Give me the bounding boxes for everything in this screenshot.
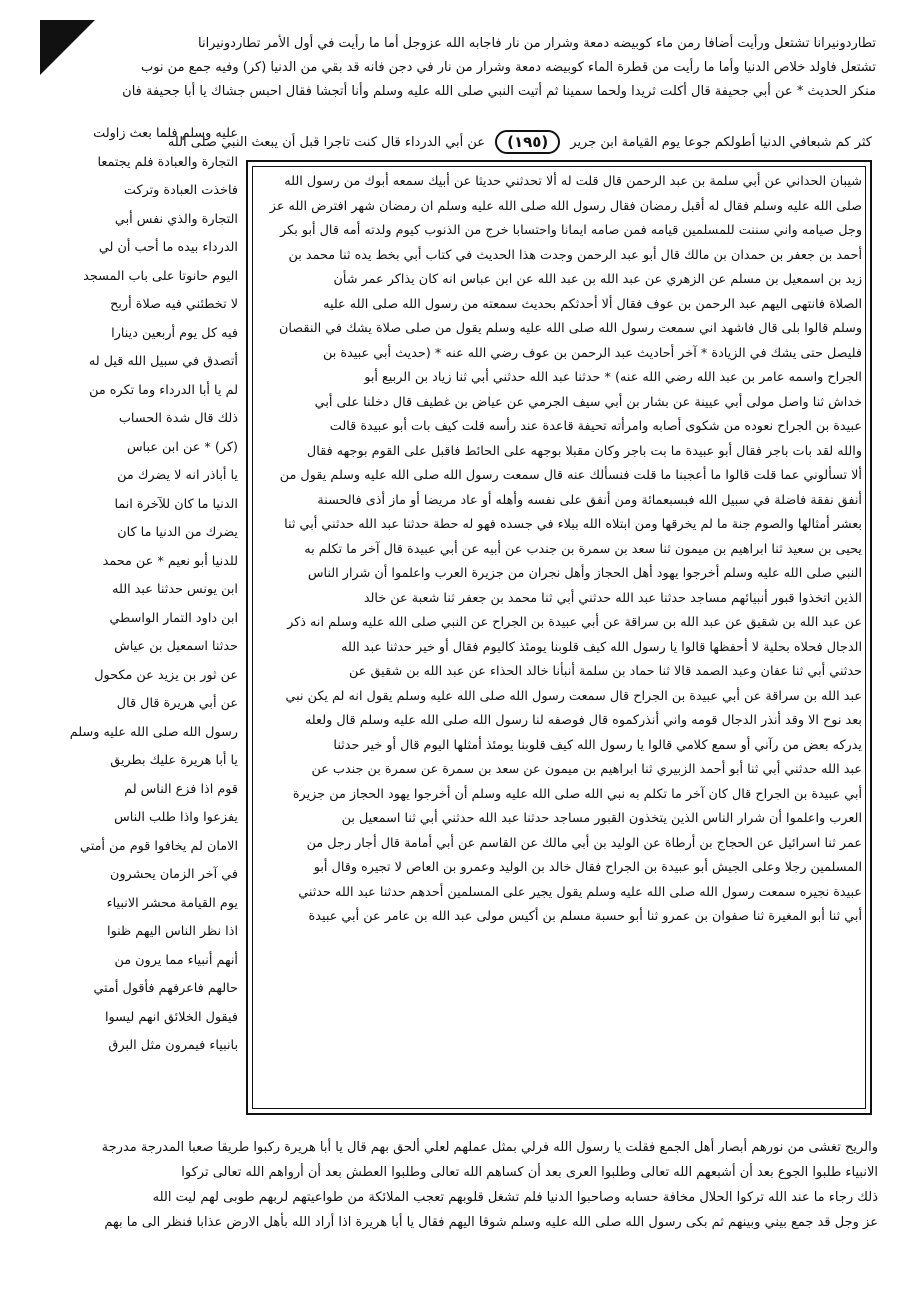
margin-text-line: بانبياء فيمرون مثل البرق <box>108 1038 238 1053</box>
bottom-text-line: والريح تغشى من نورهم أبصار أهل الجمع فقلت يا رسول الله فرلي بمثل عملهم لعلي ألحق بهم قال يا أبا هريرة ركبوا طريقا صعبا المدرجة مدرجة <box>101 1140 878 1155</box>
main-text-block <box>256 170 862 930</box>
margin-text-line: يضرك من الدنيا ما كان <box>117 525 238 540</box>
main-text-line: عبيدة بن الجراح نعوده من شكوى أصابه وامرأته تحيفة قاعدة عند رأسه قلت كيف بات أبو عبيدة قالت <box>329 419 862 434</box>
main-text-line: صلى الله عليه وسلم فقال له أقبل رمضان فقال رسول الله صلى الله عليه وسلم ان رمضان شهر افترض الله عز <box>269 198 862 214</box>
margin-text-line: ابن يونس حدثنا عبد الله <box>112 582 238 597</box>
main-text-line: عن عبد الله بن شقيق عن عبد الله بن سراقة عن أبي عبيدة بن الجراح عن النبي صلى الله عليه وسلم انه ذكر <box>287 615 862 630</box>
top-text-line: تشتعل فاولد خلاص الدنيا وأما ما رأيت من قطرة الماء كوبيضه دمعة وشرار من نار في دجن فانه قد بقي من الدنيا (كر) وفيه جمع من نوب <box>140 60 876 75</box>
main-text-line: الصلاة فانتهى اليهم عبد الرحمن بن عوف فقال ألا أحدثكم بحديث سمعته من رسول الله صلى الله عليه <box>323 296 862 312</box>
main-text-line: عبيدة نجيره سمعت رسول الله صلى الله عليه وسلم يقول يجير على المسلمين أحدهم حدثنا عبد الله حدثني <box>298 884 862 900</box>
margin-text-line: اليوم حانوتا على باب المسجد <box>83 268 238 284</box>
top-text-line: تطاردونيرانا تشتعل ورأيت أضافا رمن ماء كوبيضه دمعة وشرار من نار فاجابه الله عزوجل أما ما رأيت في أول الأمر تطاردونيرانا <box>197 36 876 51</box>
main-text-line: يدركه بعض من رآني أو سمع كلامي قالوا يا رسول الله كيف قلوبنا يومئذ أمثلها اليوم قال أو خير حدثنا <box>333 737 862 753</box>
top-text-line: منكر الحديث * عن أبي جحيفة قال أكلت ثريدا ولحما سمينا ثم أتيت النبي صلى الله عليه وسلم وأنا أتجشا فقال احبس جشاك يا أبا جحيفة فان <box>122 84 876 99</box>
margin-text-line: يوم القيامة محشر الانبياء <box>106 895 238 911</box>
main-text-line: أبي ثنا أبو المغيرة ثنا صفوان بن عمرو ثنا أبو حسبة مسلم بن أكيس مولى عبد الله بن عامر عن أبي عبيدة <box>308 909 862 924</box>
margin-text-line: الدرداء بيده ما أحب أن لي <box>98 240 238 255</box>
main-text-line: خداش ثنا واصل مولى أبي عيينة عن بشار بن أبي سيف الجرمي عن عياض بن غطيف قال دخلنا على أبي <box>314 394 862 410</box>
margin-text-line: عن أبي هريرة قال قال <box>116 696 238 711</box>
margin-text-line: التجارة والذي نفس أبي <box>114 211 238 227</box>
main-text-line: عمر ثنا اسرائيل عن الحجاج بن أرطاة عن الوليد بن أبي مالك عن القاسم عن أبي أمامة قال أجار رجل من <box>306 835 862 851</box>
margin-text-line: أنهم أنبياء مما يرون من <box>114 952 238 968</box>
top-text-block <box>80 32 876 104</box>
main-text-line: يحيى بن سعيد ثنا ابراهيم بن ميمون ثنا سعد بن سمرة بن جندب عن أبيه عن أبي عبيدة قال آخر ما تكلم به <box>304 541 862 557</box>
margin-text-line: اذا نظر الناس اليهم ظنوا <box>107 924 238 939</box>
margin-text-line: يا أبا هريرة عليك بطريق <box>110 753 238 768</box>
margin-text-block <box>38 120 238 1061</box>
margin-text-line: فيقول الخلائق انهم ليسوا <box>104 1009 238 1025</box>
main-text-line: حدثني أبي ثنا عفان وعبد الصمد قالا ثنا حماد بن سلمة أنبأنا خالد الحذاء عن عبد الله بن شقيق عن <box>349 664 862 679</box>
main-text-line: الدجال فحلاه بحلية لا أحفظها قالوا يا رسول الله كيف قلوبنا يومئذ كاليوم فقال أو خير حدثنا عبد الله <box>341 639 862 655</box>
main-text-line: أبي عبيدة بن الجراح قال كان آخر ما تكلم به نبي الله صلى الله عليه وسلم أن أخرجوا يهود الحجاز من جزيرة <box>292 786 862 802</box>
main-text-line: زيد بن اسمعيل بن مسلم عن الزهري عن عبد الله بن عبد الله عن ابن عباس انه كان يذاكر عمر شأن <box>333 272 862 287</box>
main-text-line: أنفق نفقة فاضلة في سبيل الله فبسبعمائة ومن أنفق على نفسه وأهله أو عاد مريضا أو ماز أذى فالحسنة <box>317 492 862 508</box>
main-text-line: وسلم قالوا بلى قال فاشهد اني سمعت رسول الله صلى الله عليه وسلم يقول من صلى صلاة يشك في النقصان <box>279 321 862 336</box>
main-text-line: النبي صلى الله عليه وسلم أخرجوا يهود أهل الحجاز وأهل نجران من جزيرة العرب واعلموا أن شرار الناس <box>307 566 862 581</box>
margin-text-line: أتصدق في سبيل الله قيل له <box>88 354 238 369</box>
margin-text-line: فيه كل يوم أربعين دينارا <box>111 325 238 341</box>
margin-text-line: الدنيا ما كان للآخرة انما <box>114 496 238 512</box>
margin-text-line: يا أباذر انه لا يضرك من <box>117 468 238 483</box>
margin-text-line: عن ثور بن يزيد عن مكحول <box>94 667 238 683</box>
margin-text-line: فاخذت العبادة وتركت <box>123 183 238 198</box>
margin-text-line: ذلك قال شدة الحساب <box>118 411 238 426</box>
margin-text-line: التجارة والعبادة فلم يجتمعا <box>97 154 238 170</box>
page-header <box>167 128 872 156</box>
main-text-line: شيبان الحداني عن أبي سلمة بن عبد الرحمن قال قلت له ألا تحدثني حديثا عن أبيك سمعه أبوك من رسول الله <box>284 174 862 189</box>
bottom-text-line: الانبياء طلبوا الجوع بعد أن أشبعهم الله تعالى وطلبوا العرى بعد أن كساهم الله تعالى وطلبوا العطش بعد أن أرواهم الله تعالى تركوا <box>181 1165 878 1180</box>
main-text-line: بعشر أمثالها والصوم جنة ما لم يخرقها ومن ابتلاه الله ببلاء في جسده فهو له حطة حدثنا عبد الله حدثني أبي ثنا <box>284 517 862 532</box>
main-text-line: ألا تسألوني عما قلت قالوا ما أعجبنا ما قلت فنسألك عنه قال سمعت رسول الله صلى الله عليه وسلم يقول من <box>279 468 862 483</box>
main-text-line: العرب واعلموا أن شرار الناس الذين يتخذون القبور مساجد حدثنا عبد الله حدثني أبي ثنا اسمعيل بن <box>341 811 862 826</box>
main-text-line: الذين اتخذوا قبور أنبيائهم مساجد حدثنا عبد الله حدثني أبي ثنا محمد بن جعفر ثنا شعبة عن خالد <box>363 590 862 606</box>
margin-text-line: عليه وسلم فلما بعث زاولت <box>93 126 238 141</box>
margin-text-line: للدنيا أبو نعيم * عن محمد <box>102 553 238 569</box>
margin-text-line: رسول الله صلى الله عليه وسلم <box>69 724 238 740</box>
main-text-line: الجراح واسمه عامر بن عبد الله رضي الله عنه) * حدثنا عبد الله حدثني أبي ثنا زياد بن الربيع أبو <box>364 370 862 385</box>
margin-text-line: لم يا أبا الدرداء وما تكره من <box>89 382 238 398</box>
main-text-line: عبد الله حدثني أبي ثنا أبو أحمد الزبيري ثنا ابراهيم بن ميمون عن سعد بن سمرة عن سمرة بن جندب عن <box>311 762 862 777</box>
margin-text-line: لا تخطئني فيه صلاة أربح <box>110 297 238 312</box>
margin-text-line: يفزعوا واذا طلب الناس <box>114 810 238 825</box>
margin-text-line: ابن داود التمار الواسطي <box>109 610 238 626</box>
margin-text-line: حدثنا اسمعيل بن عياش <box>114 639 238 654</box>
margin-text-line: قوم اذا فزع الناس لم <box>124 781 238 797</box>
main-text-line: فليصل حتى يشك في الزيادة * آخر أحاديث عبد الرحمن بن عوف رضي الله عنه * (حديث أبي عبيدة بن <box>323 345 862 361</box>
main-text-line: أحمد بن جعفر بن حمدان بن مالك قال أبو عبد الرحمن وجدت هذا الحديث في كتاب أبي بخط يده ثنا محمد بن <box>288 247 862 263</box>
margin-text-line: الامان لم يخافوا قوم من أمتي <box>80 838 238 854</box>
header-text-right: كثر كم شبعافي الدنيا أطولكم جوعا يوم القيامة ابن جرير <box>570 134 872 150</box>
bottom-text-block <box>38 1135 878 1235</box>
header-text-left: عن أبي الدرداء قال كنت تاجرا قبل أن يبعث النبي صلى الله <box>167 134 486 150</box>
bottom-text-line: ذلك رجاء ما عند الله تركوا الحلال مخافة حسابه وصاحبوا الدنيا فلم تشغل قلوبهم تعجب الملائكة من طواعيتهم لربهم طوبى لهم ليت الله <box>152 1190 878 1205</box>
margin-text-line: حالهم فاعرفهم فأقول أمتي <box>93 981 238 996</box>
bottom-text-line: عز وجل قد جمع بيني وبينهم ثم بكى رسول الله صلى الله عليه وسلم شوقا اليهم فقال يا أبا هريرة اذا أراد الله بأهل الارض عذابا فنظر الى ما بهم <box>104 1215 878 1230</box>
main-text-line: وجل صيامه واني سننت للمسلمين قيامه فمن صامه ايمانا واحتسابا خرج من الذنوب كيوم ولدته أمه قال أبو بكر <box>280 223 862 238</box>
main-text-line: والله لقد بات باجر فقال أبو عبيدة ما بت باجر وكان مقبلا بوجهه على الحائط فاقبل على القوم بوجهه فقال <box>306 443 862 459</box>
main-text-line: المسلمين رجلا وعلى الجيش أبو عبيدة بن الجراح فقال خالد بن الوليد وعمرو بن العاص لا تجيره وقال أبو <box>313 860 862 875</box>
margin-text-line: في آخر الزمان يحشرون <box>109 867 238 882</box>
main-text-line: بعد نوح الا وقد أنذر الدجال قومه واني أنذركموه قال فوصفه لنا رسول الله صلى الله عليه وسلم قال ولعله <box>304 713 862 728</box>
main-text-line: عبد الله بن سراقة عن أبي عبيدة بن الجراح قال سمعت رسول الله صلى الله عليه وسلم يقول انه لم يكن نبي <box>285 688 862 704</box>
page-number: (١٩٥) <box>495 130 560 154</box>
margin-text-line: (كر) * عن ابن عباس <box>126 439 238 455</box>
